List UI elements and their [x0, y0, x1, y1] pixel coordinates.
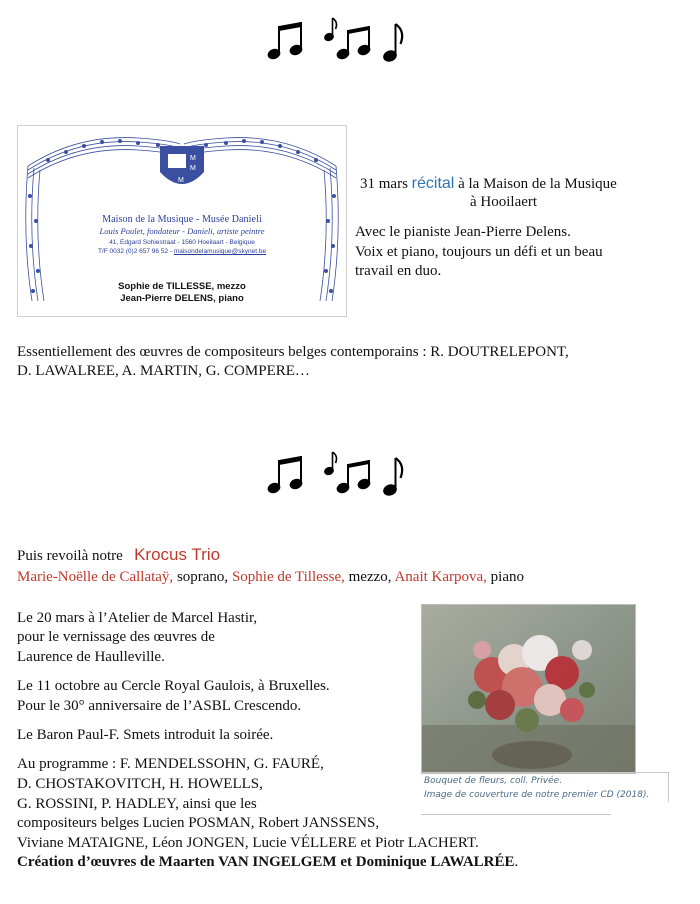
card-address: 41, Edgard Sohiestraat - 1560 Hoeilaart - Belgique	[109, 239, 255, 246]
card-founder: Louis Poulet, fondateur - Danieli, artiste peintre	[99, 226, 265, 236]
trio-member-1: Marie-Noëlle de Callataÿ,	[17, 569, 174, 585]
card-name: Maison de la Musique - Musée Danieli	[102, 214, 262, 225]
trio-role-3: piano	[486, 569, 524, 585]
works-line-1: Essentiellement des œuvres de compositeurs belges contemporains : R. DOUTRELEPONT,	[17, 344, 569, 360]
program-line-5: Viviane MATAIGNE, Léon JONGEN, Lucie VÉLLERE et Piotr LACHERT.	[17, 835, 479, 851]
creation-period: .	[514, 854, 519, 870]
creation-line	[17, 853, 518, 872]
music-notes-icon	[0, 448, 700, 504]
program-line-2: D. CHOSTAKOVITCH, H. HOWELLS,	[17, 776, 263, 792]
program-line-3: G. ROSSINI, P. HADLEY, ainsi que les	[17, 796, 257, 812]
event-1-line-1: Le 20 mars à l’Atelier de Marcel Hastir,	[17, 610, 258, 626]
recital-heading	[360, 174, 617, 194]
music-notes-icon	[0, 14, 700, 70]
svg-text:M: M	[190, 165, 196, 172]
caption-line-2: Image de couverture de notre premier CD (2018).	[424, 790, 650, 800]
trio-intro: Puis revoilà notre	[17, 548, 127, 564]
caption-divider	[421, 814, 611, 815]
trio-name: Krocus Trio	[134, 545, 221, 564]
painting-bouquet-image	[421, 604, 636, 774]
recital-place: à la Maison de la Musique	[454, 176, 617, 192]
recital-line-2: Voix et piano, toujours un défi et un beau	[355, 244, 603, 260]
trio-member-2: Sophie de Tillesse,	[231, 569, 345, 585]
svg-text:M: M	[190, 155, 196, 162]
caption-line-1: Bouquet de fleurs, coll. Privée.	[424, 776, 563, 786]
recital-line-1: Avec le pianiste Jean-Pierre Delens.	[355, 224, 571, 240]
card-phone-number: T/F 0032 (0)2 657 96 52 -	[97, 248, 174, 255]
creation-text: Création d’œuvres de Maarten VAN INGELGEM et Dominique LAWALRÉE	[17, 854, 515, 870]
program-line-4: compositeurs belges Lucien POSMAN, Robert JANSSENS,	[17, 815, 380, 831]
recital-keyword: récital	[411, 175, 455, 192]
card-performer-2: Jean-Pierre DELENS, piano	[120, 293, 244, 304]
card-performer-1: Sophie de TILLESSE, mezzo	[118, 281, 246, 292]
painting-caption	[421, 772, 669, 802]
trio-member-3: Anait Karpova,	[394, 569, 487, 585]
recital-place-2: à Hooilaert	[470, 194, 538, 210]
works-line-2: D. LAWALREE, A. MARTIN, G. COMPERE…	[17, 363, 310, 379]
business-card-image	[17, 125, 347, 317]
trio-role-2: mezzo,	[344, 569, 395, 585]
svg-text:M: M	[178, 177, 184, 184]
event-2-line-2: Pour le 30° anniversaire de l’ASBL Crescendo.	[17, 698, 302, 714]
recital-line-3: travail en duo.	[355, 263, 442, 279]
program-line-1: Au programme : F. MENDELSSOHN, G. FAURÉ,	[17, 756, 324, 772]
event-1-line-2: pour le vernissage des œuvres de	[17, 629, 215, 645]
event-3: Le Baron Paul-F. Smets introduit la soirée.	[17, 727, 274, 743]
card-phone	[18, 248, 346, 255]
trio-members	[17, 568, 524, 587]
event-1-line-3: Laurence de Haulleville.	[17, 649, 165, 665]
event-2-line-1: Le 11 octobre au Cercle Royal Gaulois, à Bruxelles.	[17, 678, 330, 694]
trio-heading	[17, 545, 220, 566]
recital-date: 31 mars	[360, 176, 412, 192]
trio-role-1: soprano,	[173, 569, 232, 585]
card-email-link[interactable]: maisondelamusique@skynet.be	[173, 248, 267, 255]
